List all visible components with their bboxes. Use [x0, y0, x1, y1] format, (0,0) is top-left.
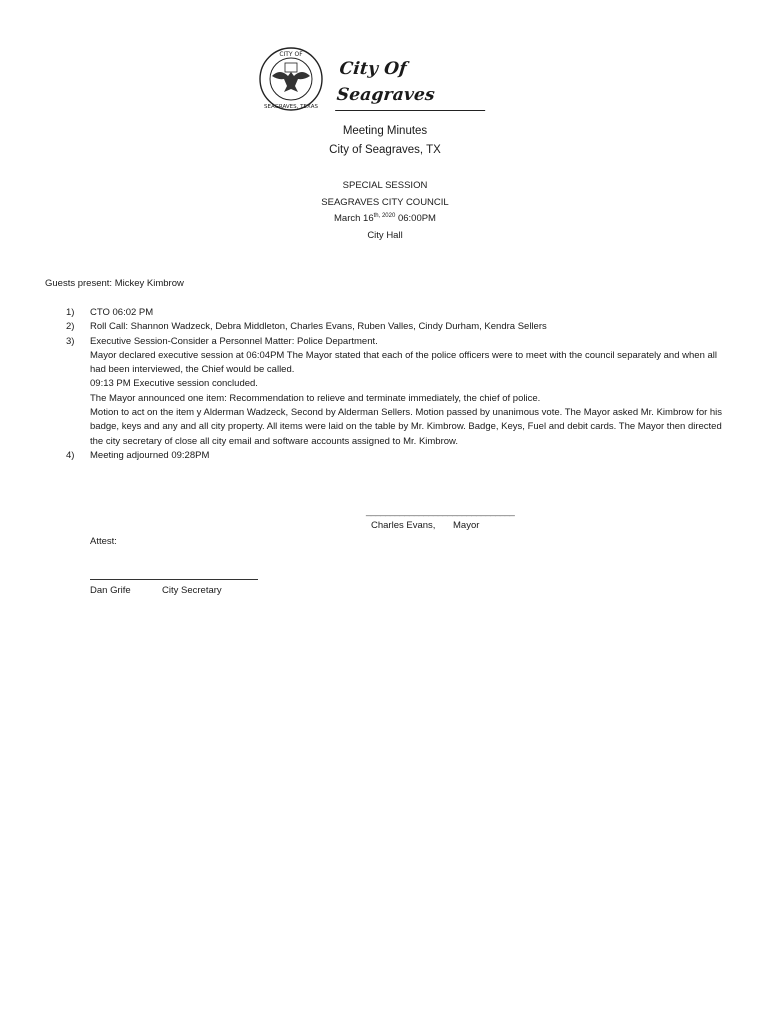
list-item: 2) Roll Call: Shannon Wadzeck, Debra Middleton, Charles Evans, Ruben Valles, Cindy Durham, Kendra Sellers	[66, 321, 547, 333]
session-location: City Hall	[367, 230, 403, 241]
mayor-signature-line: _______________________________	[366, 506, 515, 517]
session-date: March $16^{th, 2020}$ 06:00PM	[334, 213, 436, 225]
svg-text:CITY OF: CITY OF	[279, 51, 303, 58]
doc-subtitle: City of Seagraves, TX	[329, 144, 441, 156]
guests-present: Guests present: Mickey Kimbrow	[45, 278, 184, 289]
minutes-list	[66, 306, 726, 463]
list-item: 4) Meeting adjourned 09:28PM	[66, 449, 210, 461]
secretary-signature-line	[90, 579, 258, 580]
attest-label: Attest:	[90, 536, 117, 547]
secretary-title: City Secretary	[162, 585, 222, 596]
secretary-name: Dan Grife	[90, 585, 131, 596]
list-item: 3) Executive Session-Consider a Personnel Matter: Police Department. Mayor declared executive session at 06:04PM The Mayor stated that each of the police officers were to meet with the council separately and when all had been interviewed, the Chief would be called. 09:13 PM Executive session concluded. The Mayor announced one item: Recommendation to relieve and terminate immediately, the chief of police. Motion to act on the item y Alderman Wadzeck, Second by Alderman Sellers. Motion passed by unanimous vote. The Mayor asked Mr. Kimbrow for his badge, keys and any and all city property. All items were laid on the table by Mr. Kimbrow. Badge, Keys, Fuel and debit cards. The Mayor then directed the city secretary of close all city email and software accounts assigned to Mr. Kimbrow.	[66, 335, 723, 447]
mayor-title: Mayor	[453, 520, 480, 531]
svg-text:SEAGRAVES, TEXAS: SEAGRAVES, TEXAS	[264, 104, 318, 110]
mayor-name: Charles Evans,	[371, 520, 436, 531]
city-seal-logo	[258, 46, 324, 112]
brand-name: City Of Seagraves	[335, 56, 491, 111]
doc-title: Meeting Minutes	[342, 125, 428, 137]
session-body: SEAGRAVES CITY COUNCIL	[321, 197, 449, 208]
session-type: SPECIAL SESSION	[342, 180, 428, 191]
list-item: 1) CTO 06:02 PM	[66, 307, 154, 318]
